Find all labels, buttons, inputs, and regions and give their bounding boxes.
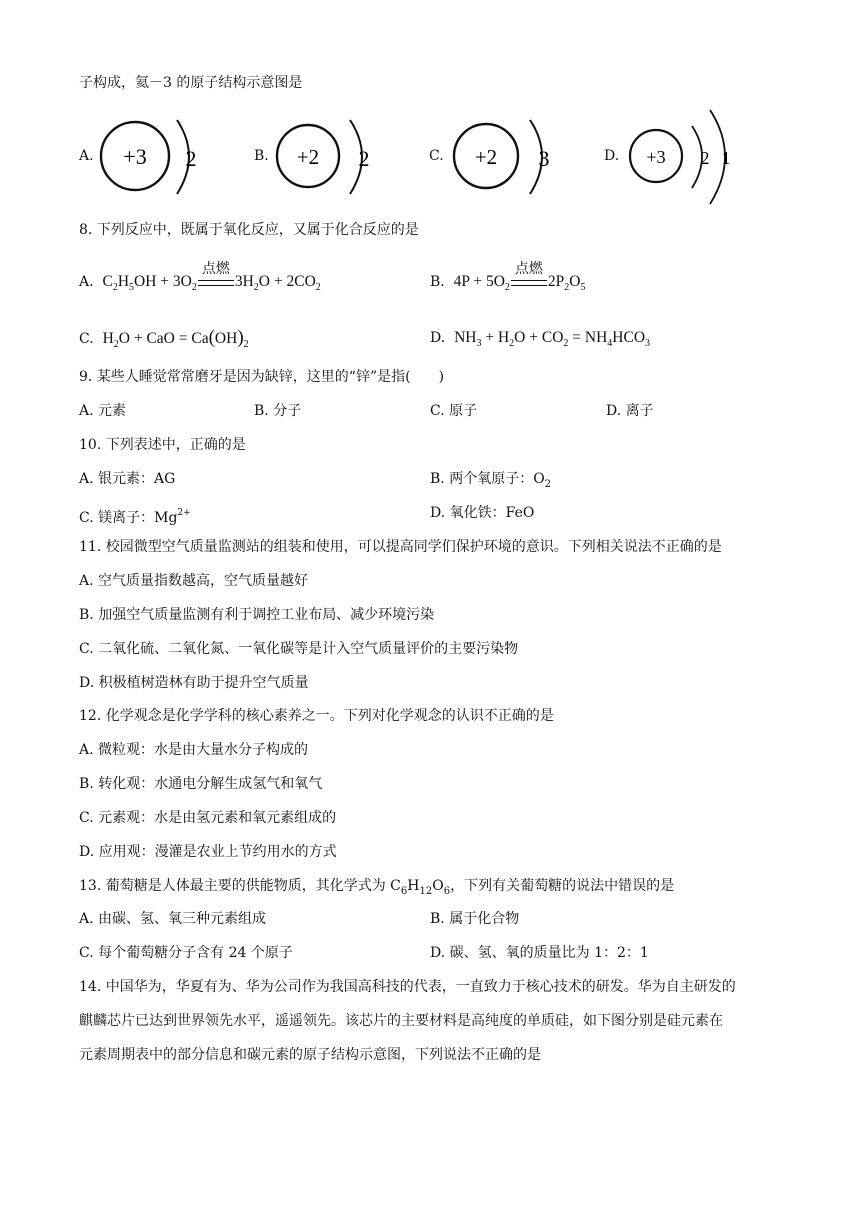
q9-option-a: A. 元素 <box>79 403 127 419</box>
nucleus-charge: +3 <box>646 147 666 167</box>
q9-option-c: C. 原子 <box>430 403 478 419</box>
intro-line: 子构成，氦－3 的原子结构示意图是 <box>79 75 303 91</box>
shell-electrons: 2 <box>358 146 370 171</box>
q7-option-c-letter: C. <box>429 148 444 164</box>
nucleus-charge: +3 <box>123 144 147 169</box>
nucleus-charge: +2 <box>474 145 498 169</box>
q8-option-a: A. $C_2H_5OH + 3O_2$ 点燃 $3H_2O + 2CO_2$ <box>79 261 321 293</box>
q7-option-d-letter: D. <box>604 148 620 164</box>
q9-stem: 9. 某些人睡觉常常磨牙是因为缺锌，这里的“锌”是指( ) <box>79 369 445 385</box>
q7-option-c-diagram <box>448 112 568 202</box>
q14-stem-line-3: 元素周期表中的部分信息和碳元素的原子结构示意图，下列说法不正确的是 <box>79 1047 541 1063</box>
q8-option-b: B. $4P + 5O_2$ 点燃 $2P_2O_5$ <box>430 261 586 293</box>
nucleus-charge: +2 <box>296 145 320 169</box>
q13-option-a: A. 由碳、氢、氧三种元素组成 <box>79 911 267 927</box>
q9-option-d: D. 离子 <box>606 403 654 419</box>
q12-option-c: C. 元素观：水是由氢元素和氧元素组成的 <box>79 810 337 826</box>
outer-shell-electrons: 1 <box>721 148 731 168</box>
shell-electrons: 2 <box>185 146 197 171</box>
q10-option-a: A. 银元素：AG <box>79 471 176 487</box>
q11-option-d: D. 积极植树造林有助于提升空气质量 <box>79 675 309 691</box>
q13-option-c: C. 每个葡萄糖分子含有 24 个原子 <box>79 945 293 961</box>
q10-stem: 10. 下列表述中，正确的是 <box>79 437 246 453</box>
q7-option-a-diagram <box>95 112 215 202</box>
q13-option-d: D. 碳、氢、氧的质量比为 1：2：1 <box>430 945 649 961</box>
q11-option-c: C. 二氧化硫、二氧化氮、一氧化碳等是计入空气质量评价的主要污染物 <box>79 641 519 657</box>
q8-option-d: D. $NH_3 + H_2O + CO_2 = NH_4HCO_3$ <box>430 329 651 349</box>
q7-option-b-letter: B. <box>254 148 269 164</box>
q11-stem: 11. 校园微型空气质量监测站的组装和使用，可以提高同学们保护环境的意识。下列相关说法不正确的是 <box>79 539 722 555</box>
q10-option-b: B. 两个氧原子：$O_2$ <box>430 471 552 490</box>
q8-option-c: C. $H_2O$ + CaO = $Ca(OH)_2$ <box>79 327 249 350</box>
q8-stem: 8. 下列反应中，既属于氧化反应，又属于化合反应的是 <box>79 222 419 238</box>
q10-option-c: C. 镁离子：$Mg^{2+}$ <box>79 508 191 526</box>
q12-option-a: A. 微粒观：水是由大量水分子构成的 <box>79 742 309 758</box>
q12-option-d: D. 应用观：漫灌是农业上节约用水的方式 <box>79 844 337 860</box>
q12-stem: 12. 化学观念是化学学科的核心素养之一。下列对化学观念的认识不正确的是 <box>79 708 554 724</box>
reaction-condition: 点燃 <box>198 278 234 286</box>
inner-shell-electrons: 2 <box>700 148 710 168</box>
q12-option-b: B. 转化观：水通电分解生成氢气和氧气 <box>79 776 323 792</box>
q7-option-b-diagram <box>270 112 390 202</box>
q11-option-b: B. 加强空气质量监测有利于调控工业布局、减少环境污染 <box>79 607 435 623</box>
reaction-condition: 点燃 <box>511 278 547 286</box>
q10-option-d: D. 氧化铁：FeO <box>430 505 535 521</box>
q13-stem: 13. 葡萄糖是人体最主要的供能物质，其化学式为 $C_6H_{12}O_6$，下列有关葡萄糖的说法中错误的是 <box>79 878 675 897</box>
q13-option-b: B. 属于化合物 <box>430 911 520 927</box>
q11-option-a: A. 空气质量指数越高，空气质量越好 <box>79 573 309 589</box>
q7-option-a-letter: A. <box>79 148 94 164</box>
q14-stem-line-2: 麒麟芯片已达到世界领先水平，遥遥领先。该芯片的主要材料是高纯度的单质硅，如下图分别是硅元素在 <box>79 1013 723 1029</box>
q14-stem-line-1: 14. 中国华为，华夏有为、华为公司作为我国高科技的代表，一直致力于核心技术的研发。华为自主研发的 <box>79 979 736 995</box>
q7-option-d-diagram <box>624 104 754 208</box>
q9-option-b: B. 分子 <box>254 403 302 419</box>
shell-electrons: 3 <box>538 146 550 171</box>
